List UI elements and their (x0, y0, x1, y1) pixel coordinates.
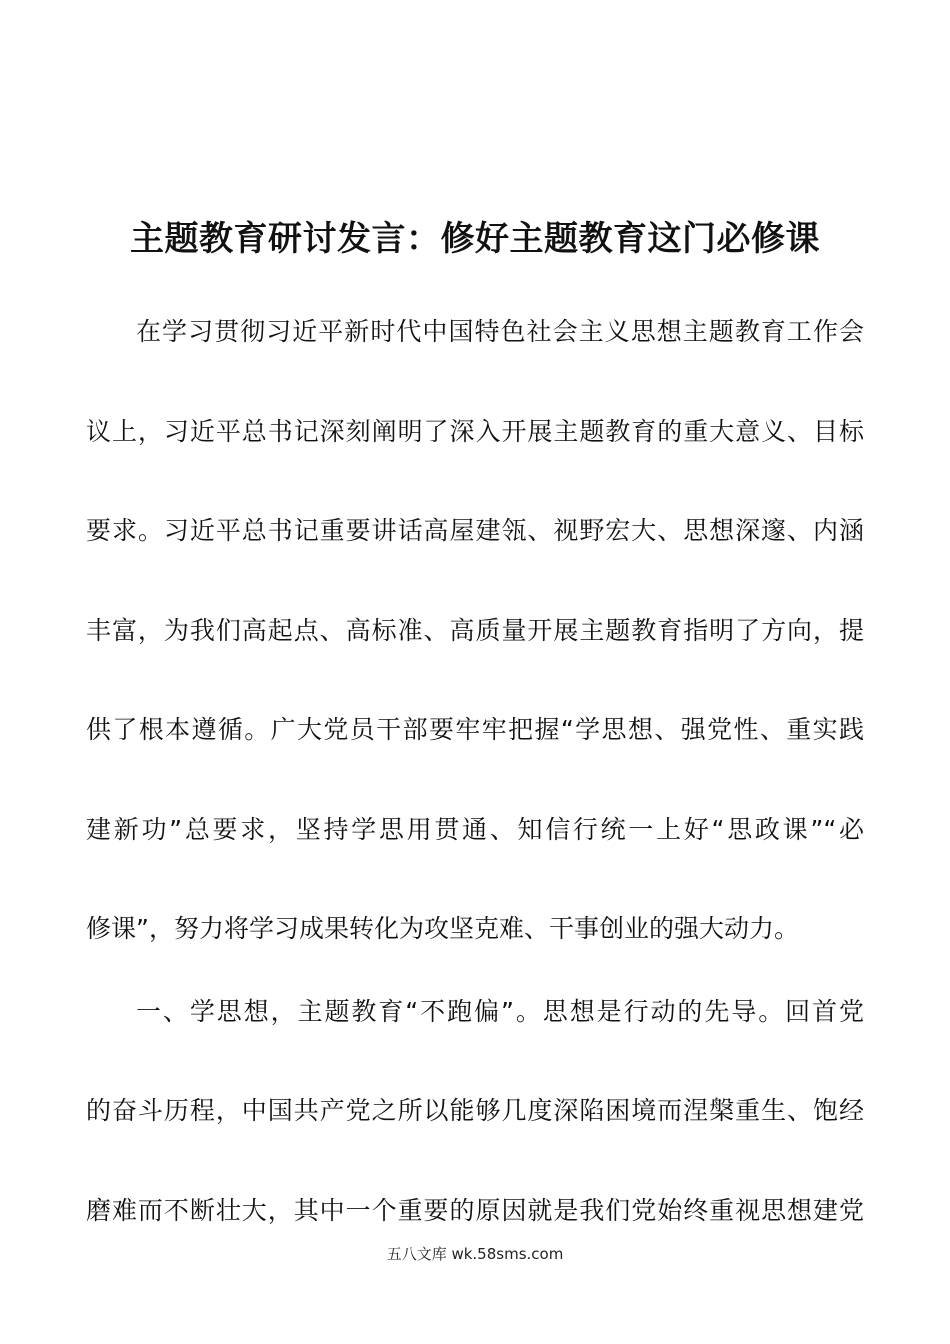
paragraph-line: 在学习贯彻习近平新时代中国特色社会主义思想主题教育工作会 (136, 317, 864, 346)
paragraph-line: 丰富，为我们高起点、高标准、高质量开展主题教育指明了方向，提 (86, 616, 864, 645)
document-title: 主题教育研讨发言：修好主题教育这门必修课 (130, 219, 820, 259)
paragraph-line: 磨难而不断壮大，其中一个重要的原因就是我们党始终重视思想建党 (86, 1196, 864, 1225)
paragraph-line: 建新功”总要求，坚持学思用贯通、知信行统一上好“思政课”“必 (86, 815, 864, 844)
paragraph-line: 的奋斗历程，中国共产党之所以能够几度深陷困境而涅槃重生、饱经 (86, 1096, 864, 1125)
footer-watermark: 五八文库 wk.58sms.com (386, 1245, 564, 1263)
paragraph-line: 供了根本遵循。广大党员干部要牢牢把握“学思想、强党性、重实践 (86, 715, 864, 744)
paragraph-line: 修课”，努力将学习成果转化为攻坚克难、干事创业的强大动力。 (86, 914, 799, 943)
paragraph-line: 议上，习近平总书记深刻阐明了深入开展主题教育的重大意义、目标 (86, 417, 864, 446)
paragraph-line: 一、学思想，主题教育“不跑偏”。思想是行动的先导。回首党 (136, 997, 864, 1026)
paragraph-line: 要求。习近平总书记重要讲话高屋建瓴、视野宏大、思想深邃、内涵 (86, 516, 864, 545)
